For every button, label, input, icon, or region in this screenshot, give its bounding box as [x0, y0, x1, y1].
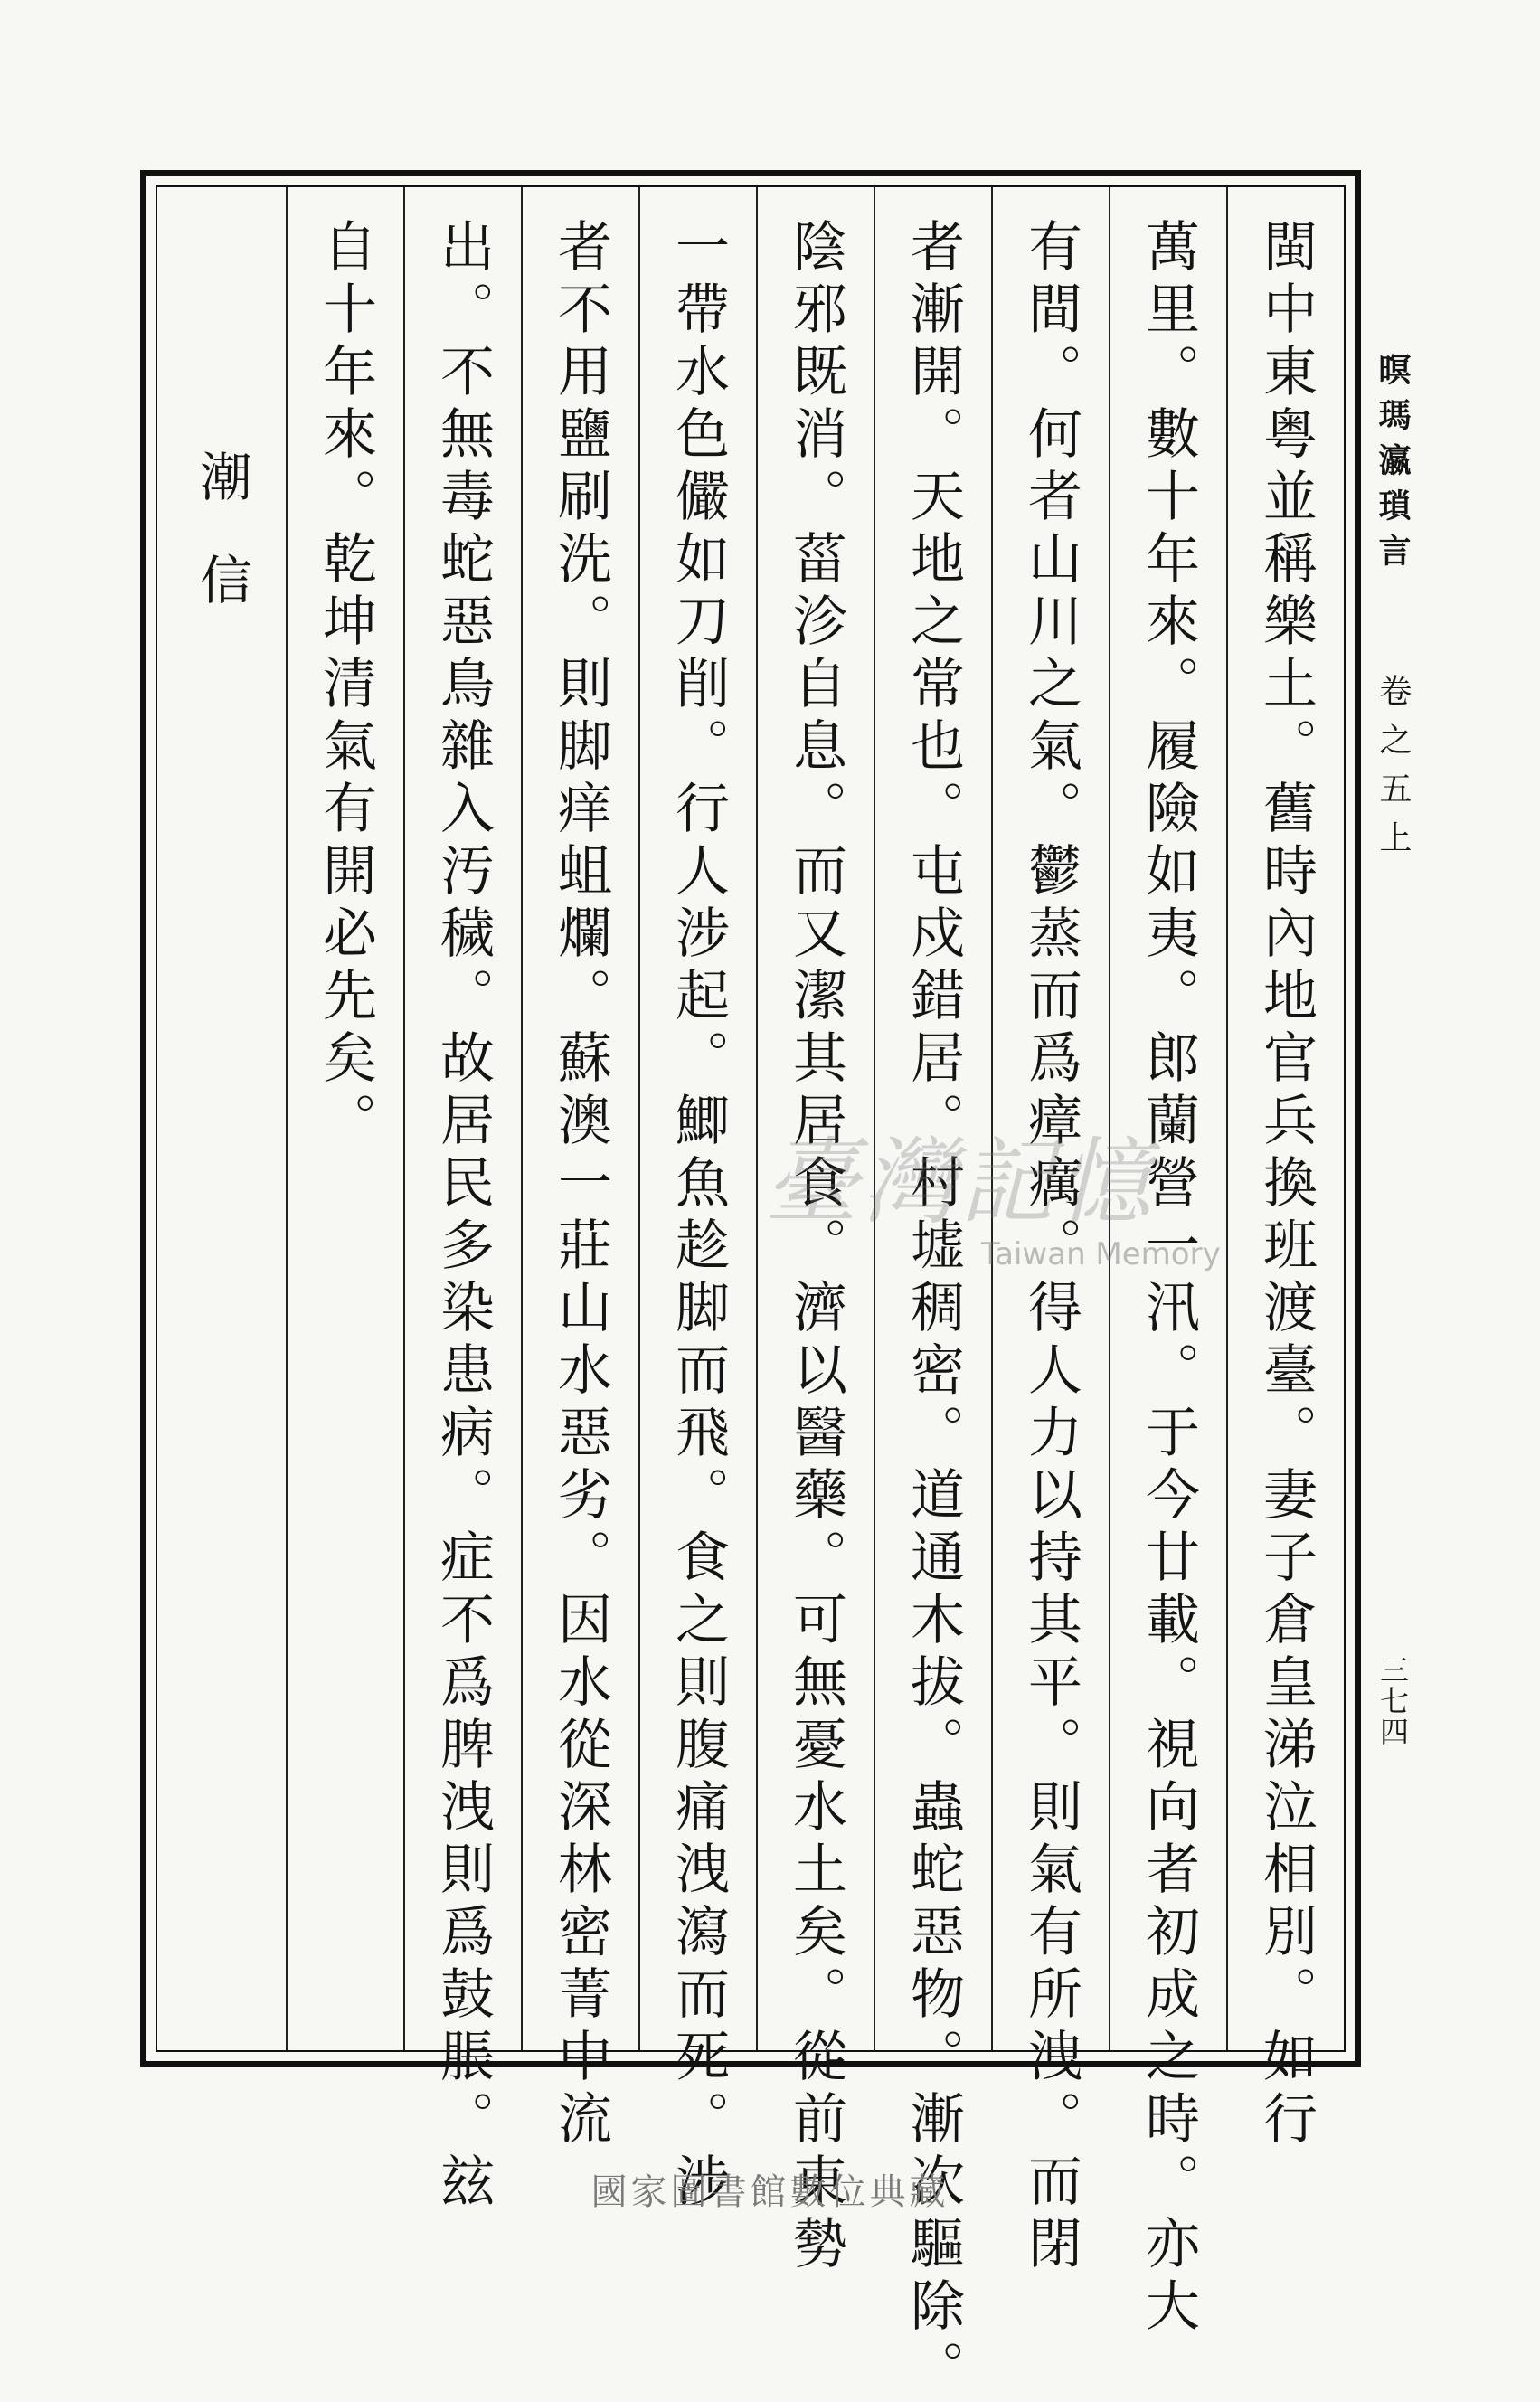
column-text: 者漸開。天地之常也。屯戍錯居。村墟稠密。道通木拔。蟲蛇惡物。漸次驅除。	[902, 218, 965, 2402]
text-column	[756, 187, 874, 2277]
volume-label: 卷之五上	[1375, 674, 1412, 869]
column-text: 一帶水色儼如刀削。行人涉起。鯽魚趁脚而飛。食之則腹痛洩瀉而死。涉	[666, 218, 730, 2215]
text-column	[403, 187, 521, 2215]
column-text: 閩中東粤並稱樂土。舊時內地官兵換班渡臺。妻子倉皇涕泣相別。如行	[1254, 218, 1318, 2152]
watermark-subtext: Taiwan Memory	[981, 1236, 1221, 1272]
section-title: 潮信	[191, 449, 252, 656]
page-number: 三七四	[1375, 1655, 1410, 1747]
text-column	[1226, 187, 1344, 2152]
text-column	[991, 187, 1109, 2277]
column-text: 出。不無毒蛇惡鳥雜入汚穢。故居民多染患病。症不爲脾洩則爲鼓脹。玆	[431, 218, 495, 2215]
column-text: 萬里。數十年來。履險如夷。郎蘭營一汛。于今廿載。視向者初成之時。亦大	[1137, 218, 1200, 2340]
text-column	[638, 187, 756, 2215]
text-column	[521, 187, 638, 2152]
text-column	[874, 187, 991, 2402]
column-text: 者不用鹽刷洗。則脚痒蛆爛。蘇澳一莊山水惡劣。因水從深林密菁中流	[549, 218, 612, 2152]
text-column	[286, 187, 403, 2050]
section-title-column	[157, 187, 286, 2050]
column-text: 陰邪既消。菑沴自息。而又潔其居食。濟以醫藥。可無憂水土矣。從前東勢	[784, 218, 847, 2277]
text-column	[1109, 187, 1226, 2340]
running-title: 暝瑪瀛瑣言	[1374, 353, 1412, 579]
column-text: 有間。何者山川之氣。鬱蒸而爲瘴癘。得人力以持其平。則氣有所洩。而閉	[1019, 218, 1082, 2277]
footer-credit: 國家圖書館數位典藏	[590, 2171, 950, 2213]
watermark-text: 臺灣記憶	[764, 1127, 1156, 1237]
column-text: 自十年來。乾坤清氣有開必先矣。	[314, 218, 377, 1154]
